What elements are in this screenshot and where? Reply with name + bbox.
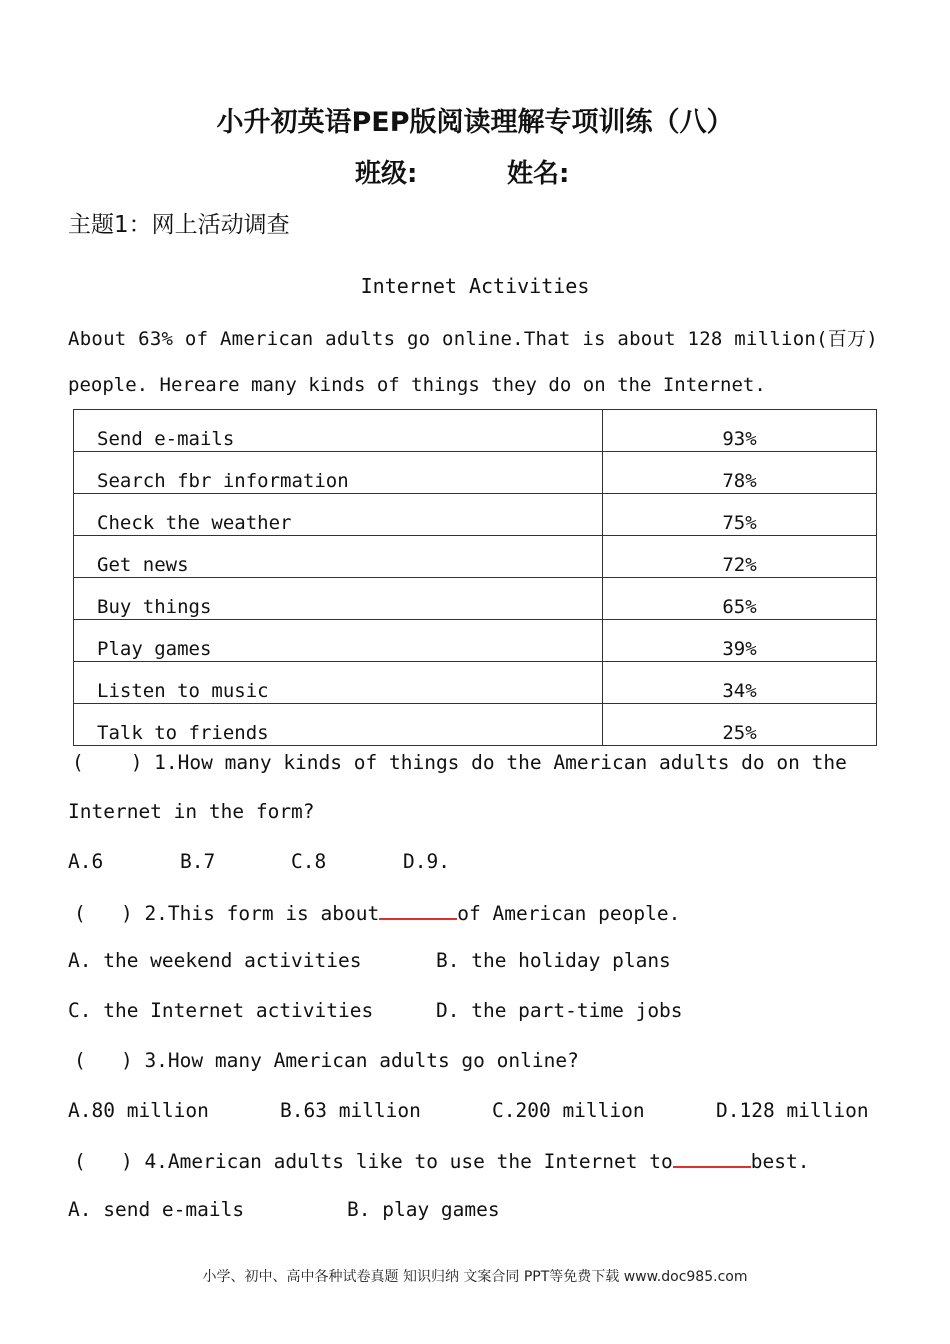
q2-answer-blank xyxy=(379,900,457,920)
table-row xyxy=(74,704,877,746)
percent-cell: 72% xyxy=(603,536,877,578)
table-row xyxy=(74,410,877,452)
activity-cell: Send e-mails xyxy=(74,410,603,452)
question-3-stem: ( ) 3.How many American adults go online? xyxy=(74,1049,579,1072)
footer-text: 小学、初中、高中各种试卷真题 知识归纳 文案合同 PPT等免费下载 www.doc985.com xyxy=(202,1269,748,1285)
q2-stem-before: ( ) 2.This form is about xyxy=(74,902,380,925)
table-row xyxy=(74,662,877,704)
percent-cell: 39% xyxy=(603,620,877,662)
table-row xyxy=(74,620,877,662)
q3-option-b: B.63 million xyxy=(280,1099,421,1122)
table-row xyxy=(74,452,877,494)
page-title: 小升初英语PEP版阅读理解专项训练（八） xyxy=(216,107,734,138)
passage-title: Internet Activities xyxy=(360,274,590,298)
q2-option-b: B. the holiday plans xyxy=(436,949,671,972)
activity-cell: Play games xyxy=(74,620,603,662)
q2-option-c: C. the Internet activities xyxy=(68,999,374,1022)
q1-option-b: B.7 xyxy=(180,850,216,873)
q4-option-b: B. play games xyxy=(347,1198,500,1221)
activity-cell: Talk to friends xyxy=(74,704,603,746)
table-row xyxy=(74,578,877,620)
activity-cell: Listen to music xyxy=(74,662,603,704)
activity-cell: Buy things xyxy=(74,578,603,620)
activity-cell: Get news xyxy=(74,536,603,578)
table-row xyxy=(74,494,877,536)
q2-stem-after: of American people. xyxy=(457,902,681,925)
q1-option-c: C.8 xyxy=(291,850,327,873)
table-row xyxy=(74,536,877,578)
activity-cell: Check the weather xyxy=(74,494,603,536)
percent-cell: 25% xyxy=(603,704,877,746)
q3-option-c: C.200 million xyxy=(492,1099,645,1122)
q2-option-a: A. the weekend activities xyxy=(68,949,362,972)
class-label: 班级: xyxy=(355,159,418,189)
q3-option-a: A.80 million xyxy=(68,1099,209,1122)
class-name-line xyxy=(355,153,569,190)
passage-line-2: people. Hereare many kinds of things they do on the Internet. xyxy=(68,374,766,396)
passage-line-1: About 63% of American adults go online.That is about 128 million(百万) xyxy=(68,328,878,350)
q4-stem-before: ( ) 4.American adults like to use the Internet to xyxy=(74,1150,673,1173)
question-4-stem xyxy=(74,1148,809,1173)
q2-option-d: D. the part-time jobs xyxy=(436,999,683,1022)
topic-heading: 主题1：网上活动调查 xyxy=(68,212,290,238)
percent-cell: 93% xyxy=(603,410,877,452)
percent-cell: 78% xyxy=(603,452,877,494)
name-label: 姓名: xyxy=(507,159,570,189)
q4-answer-blank xyxy=(673,1148,751,1168)
activities-table xyxy=(73,409,877,746)
percent-cell: 34% xyxy=(603,662,877,704)
question-2-stem xyxy=(74,900,680,925)
question-1-line-1: ( ) 1.How many kinds of things do the American adults do on the xyxy=(72,751,847,774)
question-1-line-2: Internet in the form? xyxy=(68,800,315,823)
q1-option-d: D.9. xyxy=(403,850,450,873)
q4-option-a: A. send e-mails xyxy=(68,1198,245,1221)
q4-stem-after: best. xyxy=(750,1150,810,1173)
q3-option-d: D.128 million xyxy=(716,1099,869,1122)
percent-cell: 75% xyxy=(603,494,877,536)
activity-cell: Search fbr information xyxy=(74,452,603,494)
percent-cell: 65% xyxy=(603,578,877,620)
q1-option-a: A.6 xyxy=(68,850,104,873)
